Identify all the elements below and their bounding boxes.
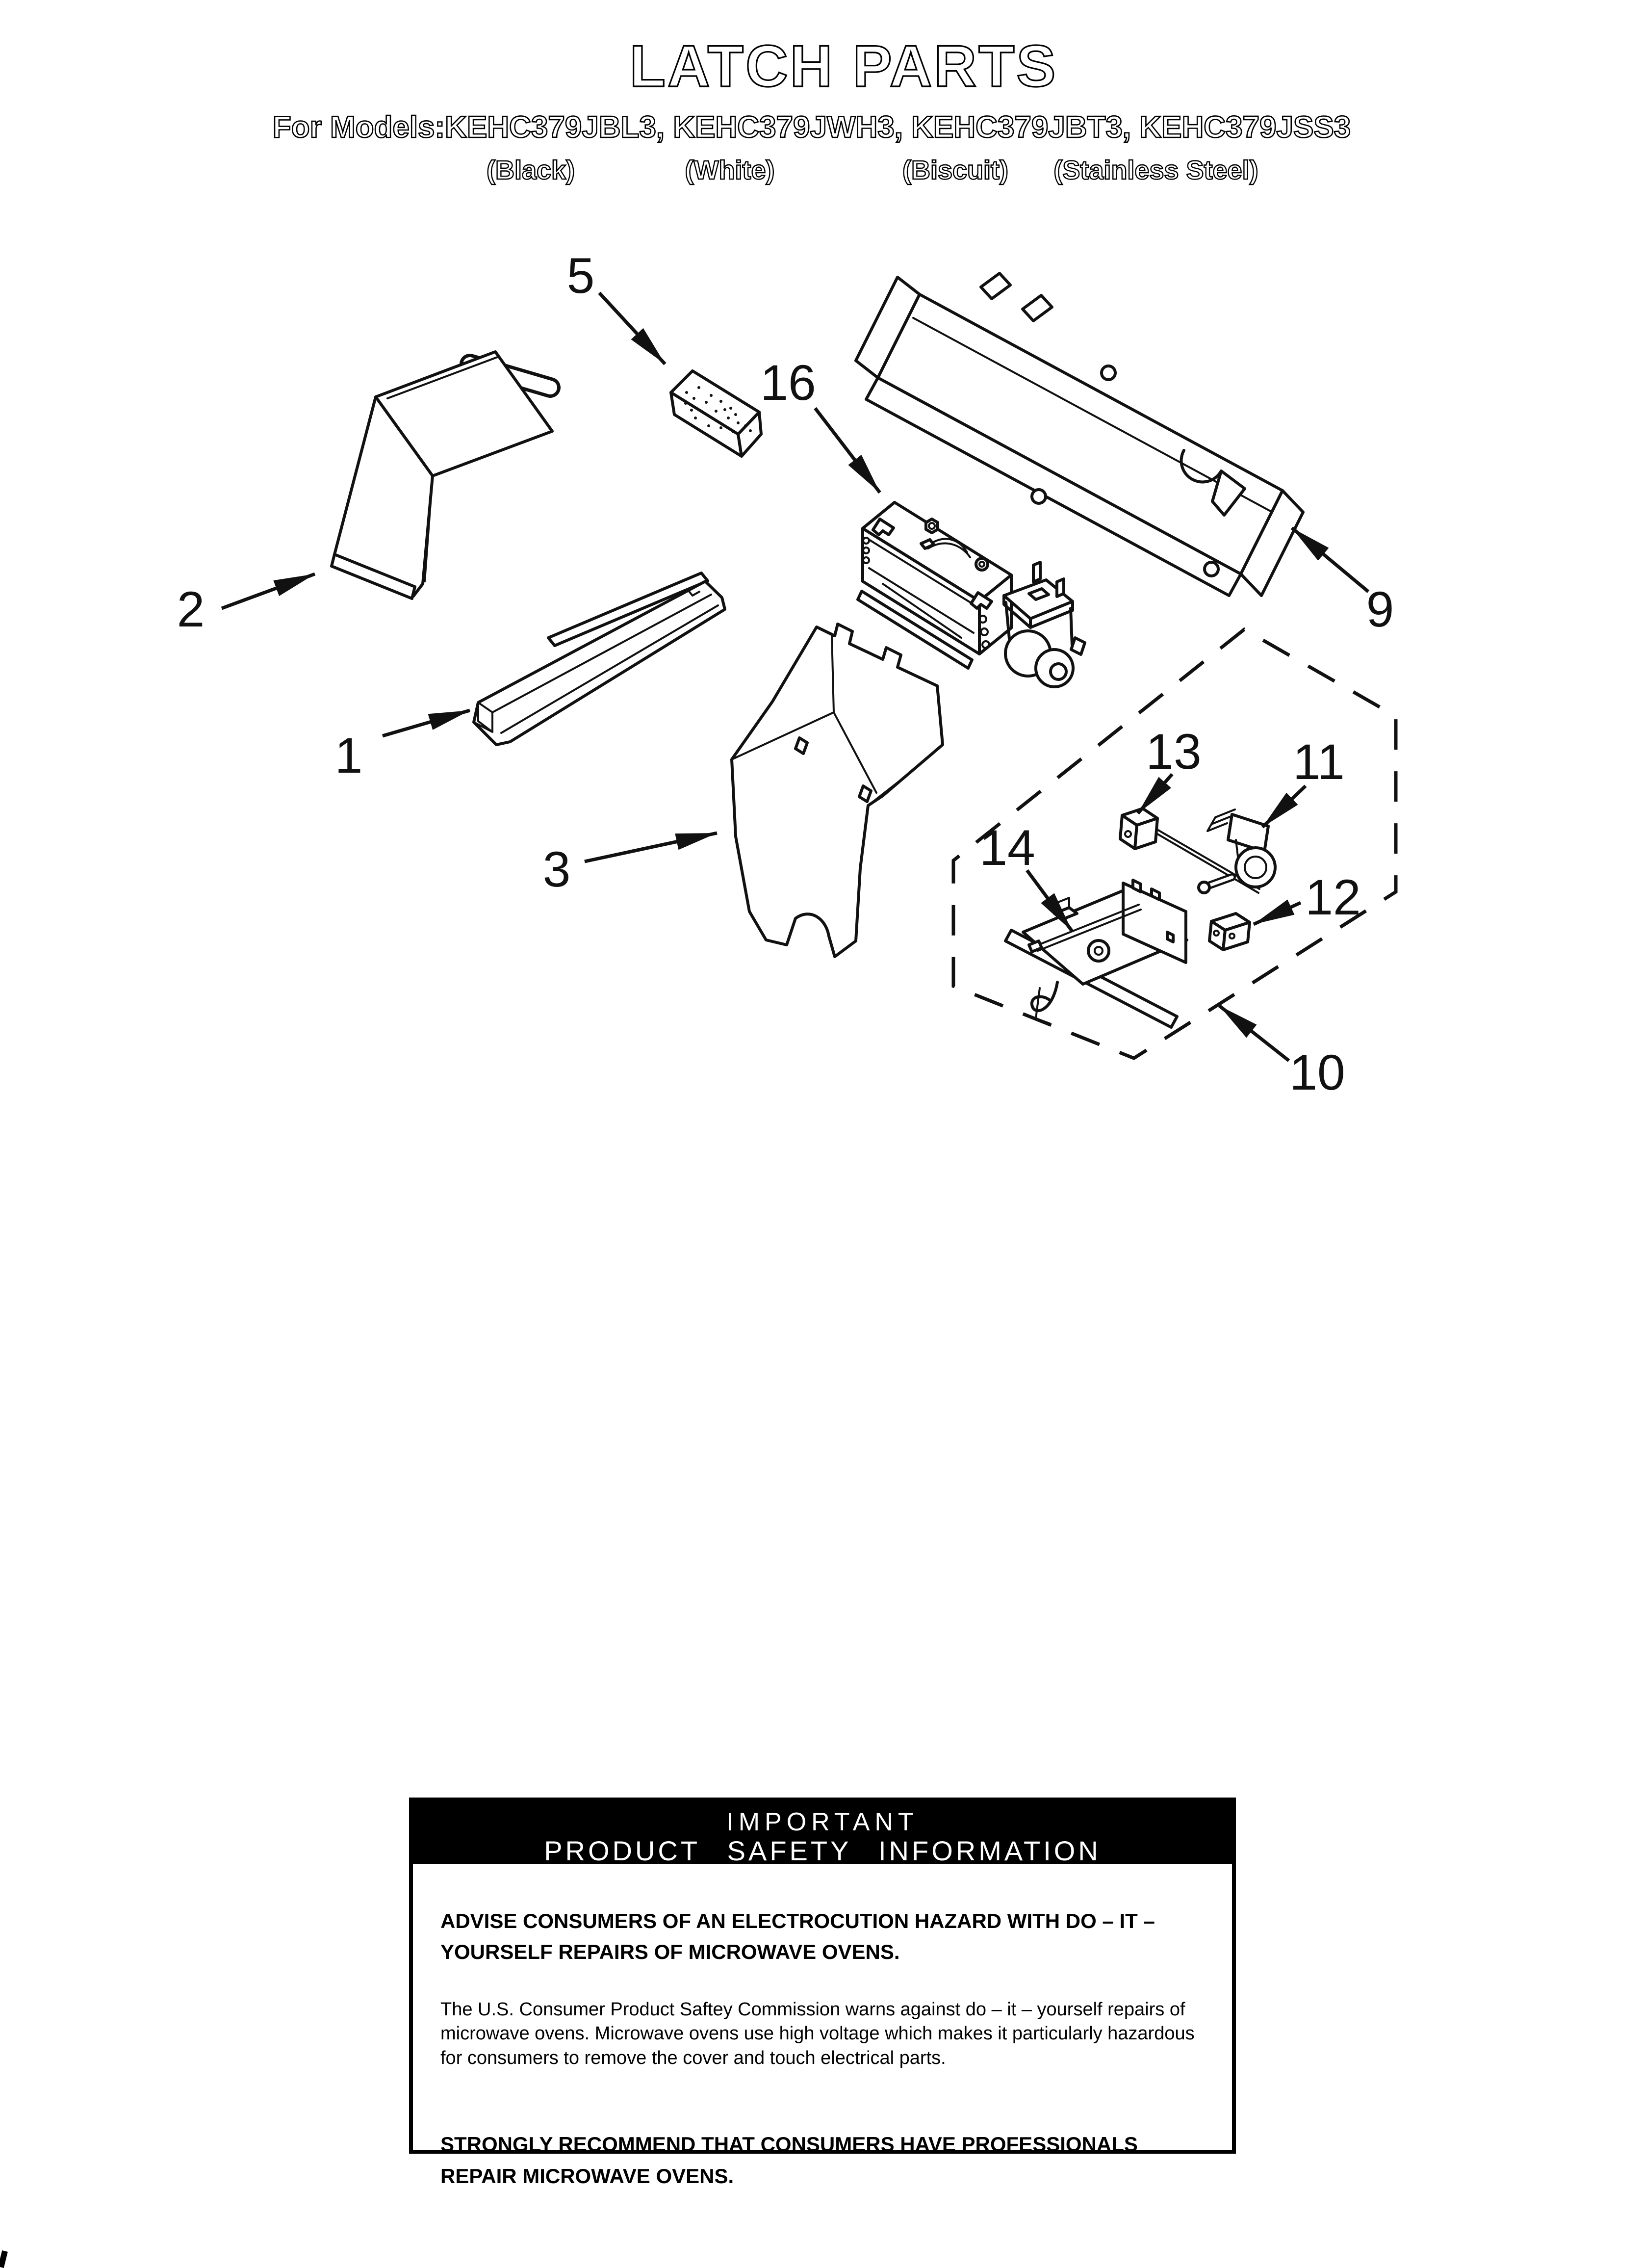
callout-16: 16	[760, 355, 816, 411]
safety-paragraph-advise: ADVISE CONSUMERS OF AN ELECTROCUTION HAZARD WITH DO – IT – YOURSELF REPAIRS OF MICROWAVE OVENS.	[440, 1909, 1155, 1963]
callout-2: 2	[177, 581, 205, 637]
finish-label-biscuit: (Biscuit)	[902, 156, 1008, 185]
callout-9: 9	[1366, 581, 1394, 637]
finish-label-white: (White)	[685, 156, 775, 185]
callout-5: 5	[566, 248, 595, 304]
callout-12: 12	[1305, 869, 1361, 925]
safety-header-important: IMPORTANT	[726, 1808, 919, 1836]
page-title: LATCH PARTS	[629, 33, 1058, 99]
safety-paragraph-cpsc: The U.S. Consumer Product Saftey Commission warns against do – it – yourself repairs of microwave ovens. Microwave ovens use high voltage which makes it particularly hazardous for consumers to remove the cover and touch electrical parts.	[440, 1999, 1195, 2068]
safety-header-product-safety: PRODUCT SAFETY INFORMATION	[544, 1835, 1101, 1866]
callout-10: 10	[1289, 1044, 1345, 1100]
finish-label-black: (Black)	[486, 156, 575, 185]
part-1-rail	[474, 573, 725, 745]
part-3-bracket	[732, 624, 943, 957]
safety-box-body	[413, 1864, 1232, 2192]
callout-14: 14	[979, 820, 1035, 876]
part-2-cover	[332, 352, 552, 599]
part-12-switch	[1209, 913, 1250, 950]
safety-information-box	[409, 1798, 1236, 2188]
callout-13: 13	[1146, 724, 1202, 780]
safety-paragraph-recommend: STRONGLY RECOMMEND THAT CONSUMERS HAVE PROFESSIONALS REPAIR MICROWAVE OVENS.	[440, 2133, 1138, 2188]
callout-3: 3	[542, 841, 571, 897]
callout-11: 11	[1293, 734, 1345, 790]
part-5-insulation-block	[671, 371, 761, 456]
finish-label-stainless: (Stainless Steel)	[1053, 156, 1258, 185]
part-14-latch-plate-assembly	[1005, 880, 1187, 1027]
models-line: For Models:KEHC379JBL3, KEHC379JWH3, KEHC379JBT3, KEHC379JSS3	[272, 110, 1351, 144]
safety-box-header	[413, 1801, 1232, 1864]
callout-1: 1	[334, 728, 363, 783]
